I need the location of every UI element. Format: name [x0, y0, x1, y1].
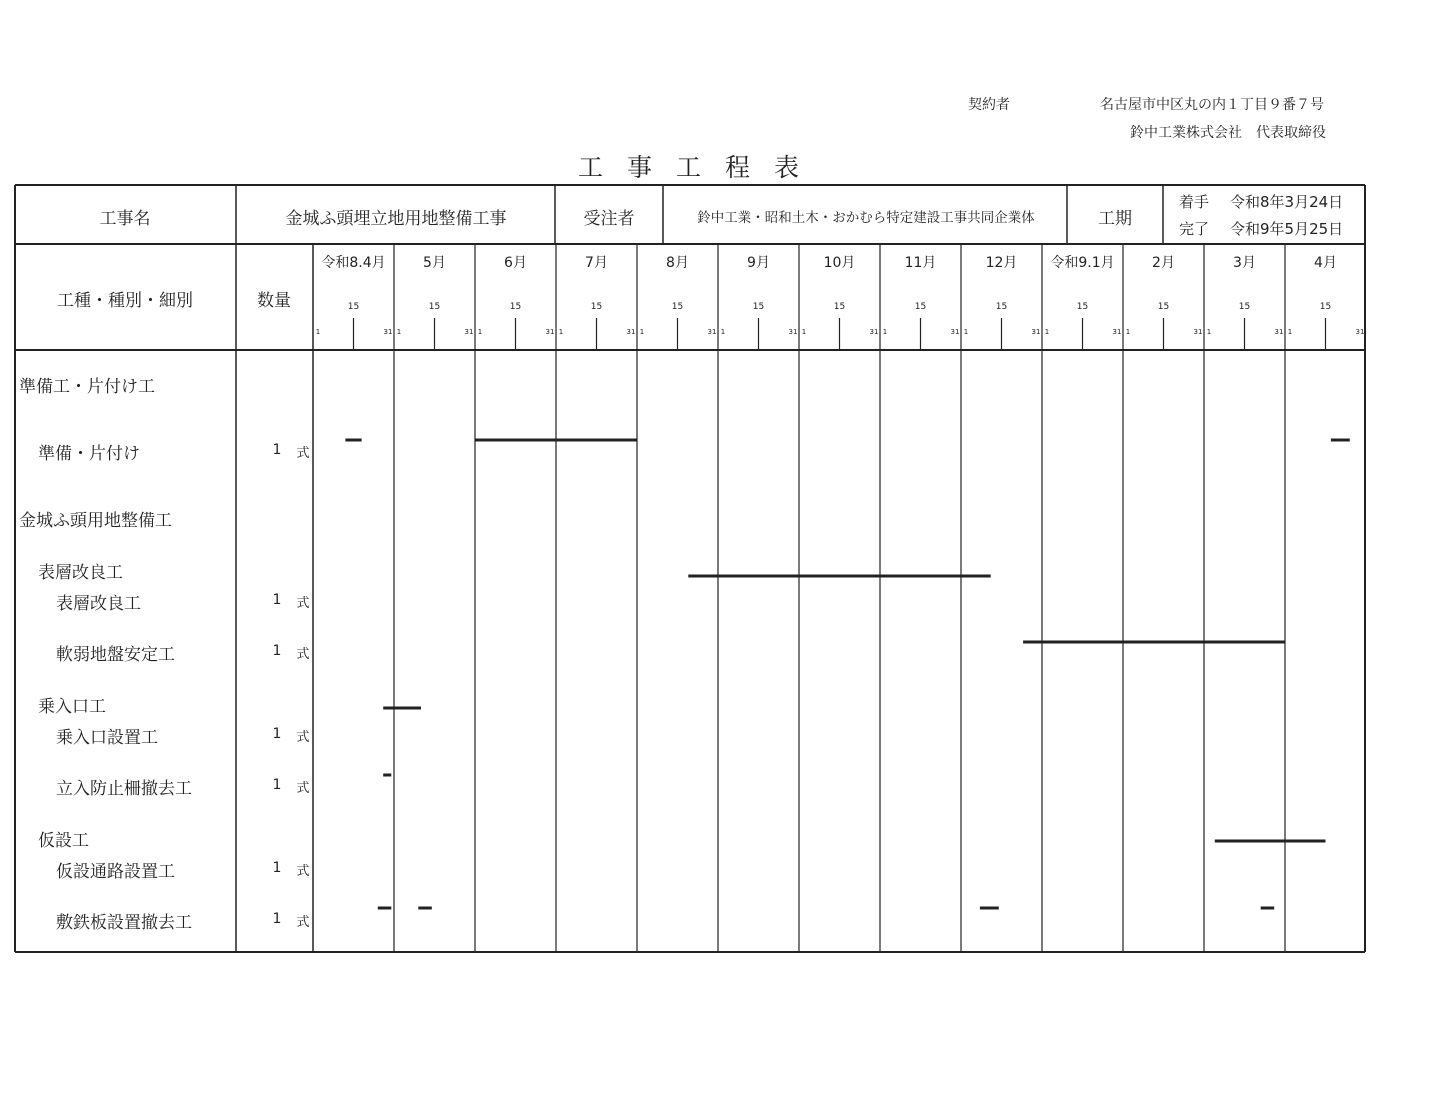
day-tick-label: 31: [1112, 328, 1122, 336]
month-label: 令和9.1月: [1050, 255, 1115, 271]
contractor-label: 契約者: [968, 97, 1010, 113]
day-tick-label: 1: [558, 328, 564, 336]
task-quantity: 1: [272, 911, 282, 927]
task-label: 軟弱地盤安定工: [56, 645, 175, 665]
task-quantity: 1: [272, 860, 282, 876]
end-label: 完了: [1179, 220, 1210, 238]
month-label: 7月: [585, 255, 608, 271]
day-tick-label: 31: [1274, 328, 1284, 336]
day-tick-label: 1: [639, 328, 645, 336]
task-unit: 式: [296, 864, 310, 879]
task-unit: 式: [296, 781, 310, 796]
month-label: 5月: [423, 255, 446, 271]
day-tick-label: 15: [347, 302, 360, 312]
day-tick-label: 31: [950, 328, 960, 336]
task-label: 表層改良工: [56, 594, 141, 614]
task-unit: 式: [296, 915, 310, 930]
task-unit: 式: [296, 647, 310, 662]
task-label: 乗入口設置工: [56, 728, 158, 748]
day-tick-label: 15: [914, 302, 927, 312]
day-tick-label: 1: [1125, 328, 1131, 336]
month-label: 12月: [985, 255, 1018, 271]
day-tick-label: 31: [1355, 328, 1365, 336]
month-label: 6月: [504, 255, 527, 271]
task-quantity: 1: [272, 643, 282, 659]
contractor-address: 名古屋市中区丸の内１丁目９番７号: [1100, 97, 1324, 113]
day-tick-label: 31: [707, 328, 717, 336]
day-tick-label: 15: [509, 302, 522, 312]
month-label: 10月: [823, 255, 856, 271]
task-unit: 式: [296, 730, 310, 745]
contractor-field-label: 受注者: [583, 209, 635, 229]
contractor-name: 鈴中工業・昭和土木・おかむら特定建設工事共同企業体: [697, 210, 1035, 226]
day-tick-label: 15: [1076, 302, 1089, 312]
day-tick-label: 1: [1287, 328, 1293, 336]
task-label: 立入防止柵撤去工: [56, 779, 192, 799]
day-tick-label: 1: [882, 328, 888, 336]
project-name: 金城ふ頭埋立地用地整備工事: [285, 209, 507, 229]
day-tick-label: 31: [626, 328, 636, 336]
month-label: 11月: [904, 255, 937, 271]
task-label: 準備・片付け: [38, 444, 140, 464]
day-tick-label: 31: [1193, 328, 1203, 336]
day-tick-label: 31: [545, 328, 555, 336]
task-label: 乗入口工: [38, 697, 106, 717]
day-tick-label: 15: [1238, 302, 1251, 312]
task-label: 仮設工: [38, 831, 89, 851]
day-tick-label: 1: [477, 328, 483, 336]
task-unit: 式: [296, 446, 310, 461]
day-tick-label: 15: [428, 302, 441, 312]
day-tick-label: 1: [801, 328, 807, 336]
month-label: 9月: [747, 255, 770, 271]
task-quantity: 1: [272, 726, 282, 742]
task-label: 金城ふ頭用地整備工: [19, 511, 172, 531]
contractor-company: 鈴中工業株式会社 代表取締役: [1130, 125, 1326, 141]
month-label: 8月: [666, 255, 689, 271]
day-tick-label: 1: [396, 328, 402, 336]
start-label: 着手: [1179, 193, 1210, 211]
day-tick-label: 31: [788, 328, 798, 336]
day-tick-label: 15: [1157, 302, 1170, 312]
month-label: 2月: [1152, 255, 1175, 271]
day-tick-label: 31: [1031, 328, 1041, 336]
task-unit: 式: [296, 596, 310, 611]
month-label: 4月: [1314, 255, 1337, 271]
task-label: 準備工・片付け工: [19, 377, 155, 397]
document-title: 工事工程表: [578, 153, 824, 182]
day-tick-label: 1: [1206, 328, 1212, 336]
day-tick-label: 15: [590, 302, 603, 312]
day-tick-label: 31: [869, 328, 879, 336]
day-tick-label: 1: [1044, 328, 1050, 336]
day-tick-label: 1: [963, 328, 969, 336]
day-tick-label: 1: [720, 328, 726, 336]
month-label: 令和8.4月: [321, 255, 386, 271]
day-tick-label: 15: [752, 302, 765, 312]
month-label: 3月: [1233, 255, 1256, 271]
day-tick-label: 31: [464, 328, 474, 336]
start-date: 令和8年3月24日: [1230, 193, 1344, 211]
task-quantity: 1: [272, 442, 282, 458]
period-label: 工期: [1098, 209, 1132, 229]
task-quantity: 1: [272, 592, 282, 608]
project-label: 工事名: [99, 209, 151, 229]
day-tick-label: 15: [995, 302, 1008, 312]
day-tick-label: 15: [671, 302, 684, 312]
work-type-header: 工種・種別・細別: [57, 291, 193, 311]
day-tick-label: 1: [315, 328, 321, 336]
day-tick-label: 15: [1319, 302, 1332, 312]
end-date: 令和9年5月25日: [1230, 220, 1344, 238]
task-label: 敷鉄板設置撤去工: [56, 913, 192, 933]
quantity-header: 数量: [257, 291, 291, 311]
day-tick-label: 31: [383, 328, 393, 336]
task-label: 表層改良工: [38, 563, 123, 583]
task-quantity: 1: [272, 777, 282, 793]
task-label: 仮設通路設置工: [56, 862, 175, 882]
day-tick-label: 15: [833, 302, 846, 312]
